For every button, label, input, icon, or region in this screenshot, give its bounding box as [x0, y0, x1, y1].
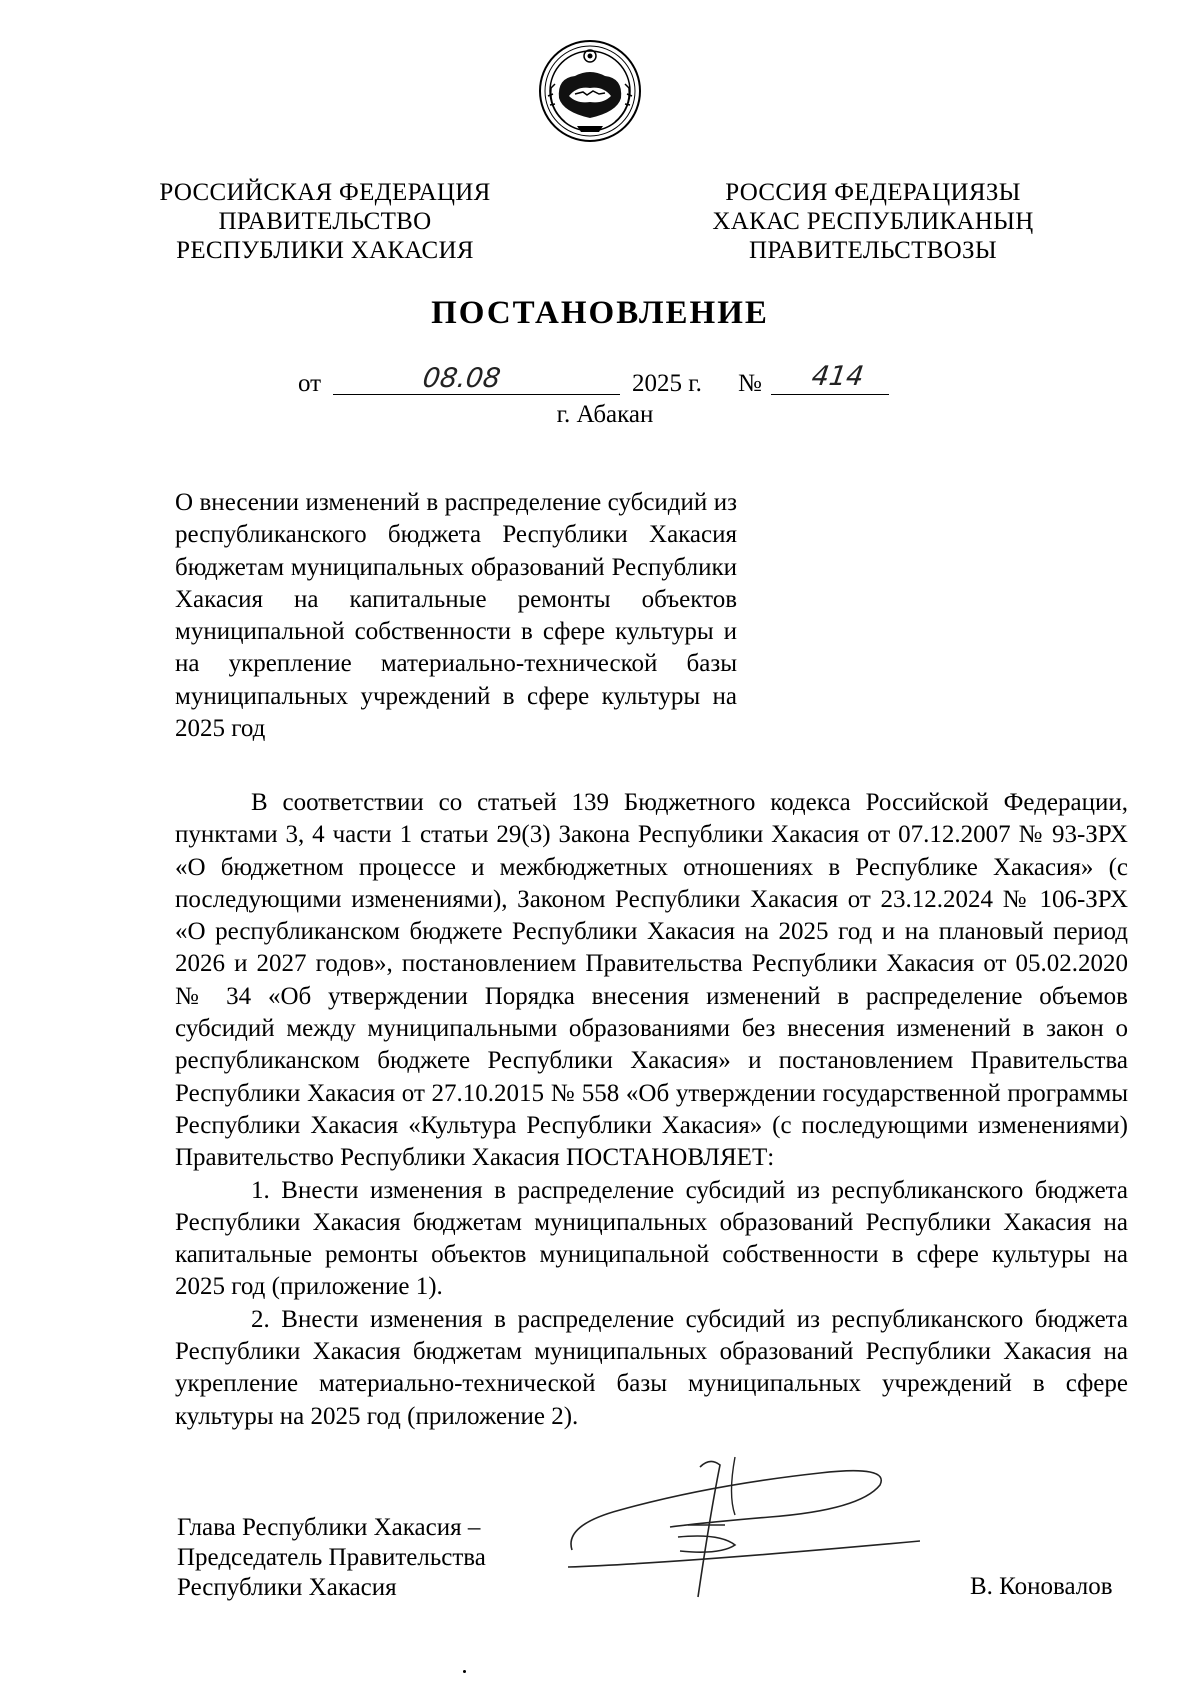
handwritten-signature: [560, 1455, 920, 1605]
signatory-role: [177, 1513, 486, 1603]
coat-of-arms-emblem: [537, 38, 643, 144]
date-from-label: от: [298, 370, 322, 397]
signatory-role-line-2: Председатель Правительства: [177, 1544, 486, 1571]
header-left-block: [150, 178, 500, 265]
body-paragraph-preamble: В соответствии со статьей 139 Бюджетного кодекса Российской Федерации, пунктами 3, 4 части 1 статьи 29(3) Закона Республики Хакасия от 07.12.2007 № 93-ЗРХ «О бюджетном процессе и межбюджетных отношениях в Республике Хакасия» (с последующими изменениями), Законом Республики Хакасия от 23.12.2024 № 106-ЗРХ «О республиканском бюджете Республики Хакасия на 2025 год и на плановый период 2026 и 2027 годов», постановлением Правительства Республики Хакасия от 05.02.2020 № 34 «Об утверждении Порядка внесения изменений в распределение объемов субсидий между муниципальными образованиями без внесения изменений в закон о республиканском бюджете Республики Хакасия» и постановлением Правительства Республики Хакасия от 27.10.2015 № 558 «Об утверждении государственной программы Республики Хакасия «Культура Республики Хакасия» (с последующими изменениями) Правительство Республики Хакасия ПОСТАНОВЛЯЕТ:: [175, 789, 1128, 1172]
year-label: 2025 г.: [632, 370, 702, 397]
document-type-title: ПОСТАНОВЛЕНИЕ: [431, 295, 769, 331]
header-left-line-2: ПРАВИТЕЛЬСТВО: [218, 208, 432, 235]
signatory-role-line-1: Глава Республики Хакасия –: [177, 1514, 481, 1541]
body-paragraph-item-2: 2. Внести изменения в распределение субсидий из республиканского бюджета Республики Хакасия бюджетам муниципальных образований Республики Хакасия на укрепление материально-технической базы муниципальных учреждений в сфере культуры на 2025 год (приложение 2).: [175, 1305, 1128, 1430]
header-right-line-3: ПРАВИТЕЛЬСТВОЗЫ: [749, 237, 997, 264]
signatory-name: В. Коновалов: [970, 1573, 1113, 1600]
document-body: [175, 787, 1128, 1433]
header-right-line-2: ХАКАС РЕСПУБЛИКАНЫҢ: [712, 208, 1034, 235]
city-label: г. Абакан: [556, 401, 654, 428]
number-sign-label: №: [738, 370, 762, 397]
handwritten-date: 08.08: [420, 363, 503, 394]
number-underline: [771, 394, 889, 395]
date-underline: [333, 394, 620, 395]
handwritten-number: 414: [809, 361, 866, 392]
subject-block: [175, 487, 737, 745]
subject-text: О внесении изменений в распределение субсидий из республиканского бюджета Республики Хакасия бюджетам муниципальных образований Республики Хакасия на капитальные ремонты объектов муниципальной собственности в сфере культуры и на укрепление материально-технической базы муниципальных учреждений в сфере культуры на 2025 год: [175, 489, 737, 743]
signatory-role-line-3: Республики Хакасия: [177, 1574, 397, 1601]
header-right-block: [688, 178, 1058, 265]
header-left-line-1: РОССИЙСКАЯ ФЕДЕРАЦИЯ: [159, 179, 491, 206]
header-left-line-3: РЕСПУБЛИКИ ХАКАСИЯ: [176, 237, 474, 264]
scan-speck: [463, 1670, 466, 1673]
body-paragraph-item-1: 1. Внести изменения в распределение субсидий из республиканского бюджета Республики Хакасия бюджетам муниципальных образований Республики Хакасия на капитальные ремонты объектов муниципальной собственности в сфере культуры на 2025 год (приложение 1).: [175, 1176, 1128, 1301]
header-right-line-1: РОССИЯ ФЕДЕРАЦИЯЗЫ: [725, 179, 1021, 206]
